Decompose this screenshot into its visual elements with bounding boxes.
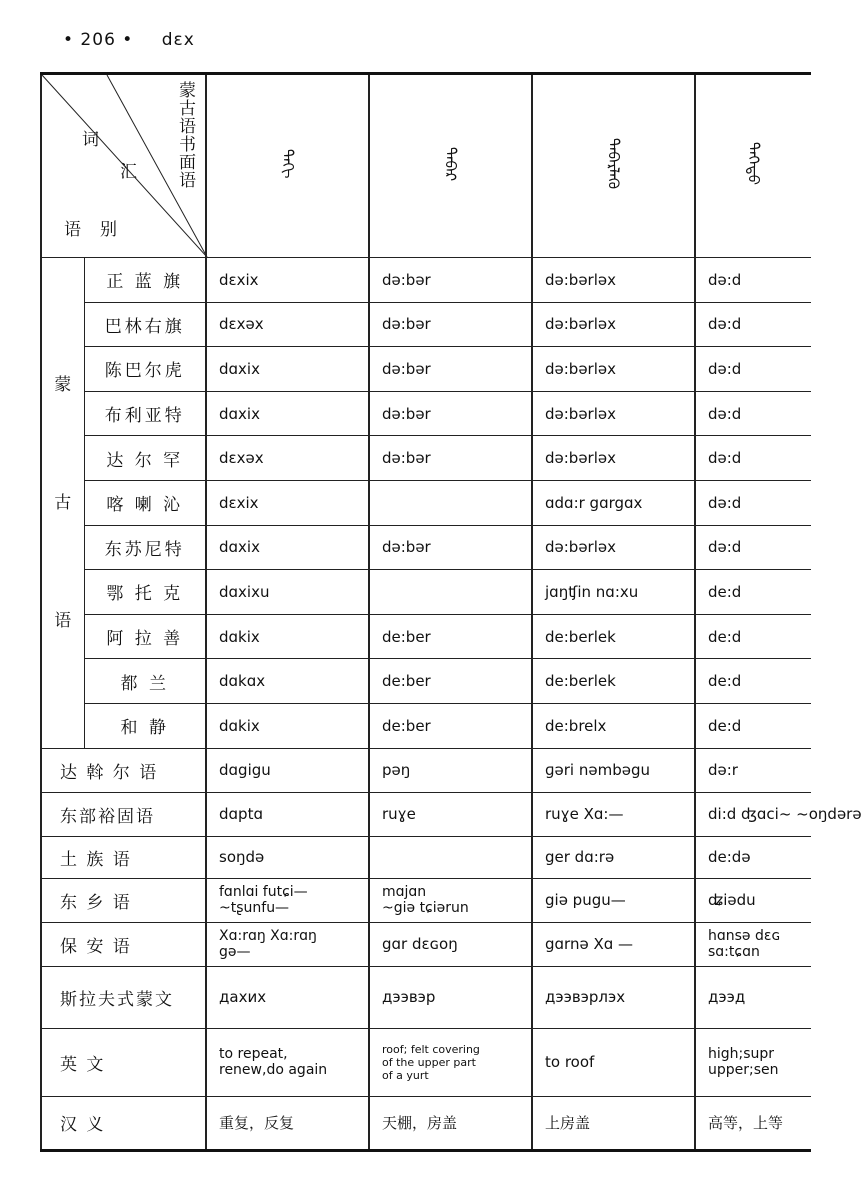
table-cell: de:berlek — [532, 659, 695, 704]
table-cell: dɑptɑ — [206, 792, 369, 836]
table-row — [41, 836, 811, 878]
dialect-label: 东苏尼特 — [84, 525, 206, 570]
table-cell: də:bər — [369, 391, 532, 436]
diag-word-2: 汇 — [120, 162, 137, 182]
diag-lang-1: 语 — [64, 220, 81, 240]
language-label: 东 乡 语 — [41, 878, 206, 922]
table-cell: de:d — [695, 614, 811, 659]
table-cell: də:d — [695, 347, 811, 392]
language-label: 土 族 语 — [41, 836, 206, 878]
table-row — [41, 878, 811, 922]
table-cell: de:d — [695, 659, 811, 704]
page-header — [63, 30, 217, 50]
mongol-script-3: ᠳᠡᠪᠡᠷᠯᠡᠬᠦ — [532, 74, 695, 258]
dialect-label: 喀 喇 沁 — [84, 480, 206, 525]
table-row — [41, 436, 811, 481]
table-cell: de:də — [695, 836, 811, 878]
table-row — [41, 922, 811, 966]
table-cell: jɑŋʧin nɑ:xu — [532, 570, 695, 615]
table-cell: dɑxix — [206, 391, 369, 436]
table-row — [41, 659, 811, 704]
table-cell: ɑdɑ:r gɑrgɑx — [532, 480, 695, 525]
table-cell: ɡəri nəmbəgu — [532, 748, 695, 792]
dialect-label: 正 蓝 旗 — [84, 258, 206, 303]
language-label: 东部裕固语 — [41, 792, 206, 836]
table-cell: də:bərləx — [532, 391, 695, 436]
table-cell: mɑjɑn ~giə tɕiərun — [369, 878, 532, 922]
table-row — [41, 792, 811, 836]
table-row — [41, 1028, 811, 1096]
headword: dɛx — [161, 30, 195, 50]
diag-lang-2: 别 — [100, 220, 117, 240]
table-header-row — [41, 74, 811, 258]
table-cell: Χɑ:rɑŋ Χɑ:rɑŋ gə— — [206, 922, 369, 966]
table-row — [41, 966, 811, 1028]
table-cell: ʥiədu — [695, 878, 811, 922]
table-cell: ger dɑ:rə — [532, 836, 695, 878]
table-cell: də:d — [695, 480, 811, 525]
language-label: 达 斡 尔 语 — [41, 748, 206, 792]
table-cell: dɑkix — [206, 614, 369, 659]
table-cell: dɛxix — [206, 258, 369, 303]
group-char: 语 — [54, 610, 72, 631]
dialect-label: 达 尔 罕 — [84, 436, 206, 481]
table-cell: dɑkɑx — [206, 659, 369, 704]
mongol-script-1: ᠳᠡᠬᠢ — [206, 74, 369, 258]
table-cell: də:d — [695, 258, 811, 303]
table-cell: to repeat, renew,do again — [206, 1028, 369, 1096]
table-cell: de:ber — [369, 659, 532, 704]
table-cell: də:d — [695, 525, 811, 570]
table-cell: дээд — [695, 966, 811, 1028]
table-cell: də:bər — [369, 525, 532, 570]
table-cell: də:bər — [369, 258, 532, 303]
table-cell: de:d — [695, 570, 811, 615]
table-row — [41, 525, 811, 570]
table-row — [41, 302, 811, 347]
dialect-label: 鄂 托 克 — [84, 570, 206, 615]
table-cell: də:bər — [369, 347, 532, 392]
dialect-label: 阿 拉 善 — [84, 614, 206, 659]
table-cell: de:ber — [369, 614, 532, 659]
group-char: 蒙 — [54, 374, 72, 395]
mongol-script-4: ᠳᠡᠭᠡᠳᠦ — [695, 74, 811, 258]
language-label: 斯拉夫式蒙文 — [41, 966, 206, 1028]
table-cell: dɑkix — [206, 703, 369, 748]
table-cell: gɑrnə Χɑ — — [532, 922, 695, 966]
table-cell: 上房盖 — [532, 1096, 695, 1150]
table-cell: to roof — [532, 1028, 695, 1096]
mongol-script-2: ᠳᠡᠪᠡᠷ — [369, 74, 532, 258]
group-label-mongolian — [41, 258, 84, 749]
dialect-label: 布利亚特 — [84, 391, 206, 436]
table-cell: də:bərləx — [532, 258, 695, 303]
table-row — [41, 748, 811, 792]
table-cell: roof; felt covering of the upper part of a yurt — [369, 1028, 532, 1096]
table-cell: 重复，反复 — [206, 1096, 369, 1150]
table-cell — [369, 570, 532, 615]
vocabulary-table — [40, 72, 862, 1152]
table-cell: də:d — [695, 436, 811, 481]
table-cell: giə pugu— — [532, 878, 695, 922]
table-cell: de:berlek — [532, 614, 695, 659]
table-row — [41, 480, 811, 525]
table-cell: gɑr dɛɢoŋ — [369, 922, 532, 966]
diagonal-header-cell — [41, 74, 206, 258]
table-cell: дээвэр — [369, 966, 532, 1028]
language-label: 保 安 语 — [41, 922, 206, 966]
table-cell: də:d — [695, 391, 811, 436]
table-cell: də:bərləx — [532, 302, 695, 347]
table-row — [41, 614, 811, 659]
table-row — [41, 391, 811, 436]
table-cell: 高等，上等 — [695, 1096, 811, 1150]
table-cell: soŋdə — [206, 836, 369, 878]
language-label: 英 文 — [41, 1028, 206, 1096]
table-cell: dɑgigu — [206, 748, 369, 792]
table-cell: дээвэрлэх — [532, 966, 695, 1028]
dialect-label: 都 兰 — [84, 659, 206, 704]
table-cell: di:d ʤɑci~ ~oŋdərə — [695, 792, 811, 836]
table-cell: də:bər — [369, 302, 532, 347]
table-cell: de:brelx — [532, 703, 695, 748]
group-char: 古 — [54, 492, 72, 513]
table-cell: də:bərləx — [532, 347, 695, 392]
table-cell: də:r — [695, 748, 811, 792]
table-cell: dɑxix — [206, 347, 369, 392]
page-number: • 206 • — [63, 30, 134, 50]
table-cell: dɛxəx — [206, 436, 369, 481]
table-cell: hɑnsə dɛɢ sɑ:tɕɑn — [695, 922, 811, 966]
table-row — [41, 1096, 811, 1150]
table-cell — [369, 480, 532, 525]
dialect-label: 陈巴尔虎 — [84, 347, 206, 392]
table-cell: ruɣe Χɑ:— — [532, 792, 695, 836]
language-label: 汉 义 — [41, 1096, 206, 1150]
table-cell: high;supr upper;sen — [695, 1028, 811, 1096]
table-row — [41, 258, 811, 303]
table-cell: dɑxixu — [206, 570, 369, 615]
table-row — [41, 570, 811, 615]
table-cell: dɛxix — [206, 480, 369, 525]
table-cell: də:bərləx — [532, 525, 695, 570]
table-cell — [369, 836, 532, 878]
table-cell: də:d — [695, 302, 811, 347]
table-cell: 天棚，房盖 — [369, 1096, 532, 1150]
dialect-label: 巴林右旗 — [84, 302, 206, 347]
table-cell: də:bərləx — [532, 436, 695, 481]
table-cell: fɑnlɑi futɕi— ~tʂunfu— — [206, 878, 369, 922]
table-cell: dɛxəx — [206, 302, 369, 347]
table-cell: дахих — [206, 966, 369, 1028]
table-cell: pəŋ — [369, 748, 532, 792]
dialect-label: 和 静 — [84, 703, 206, 748]
table-row — [41, 703, 811, 748]
table-cell: də:bər — [369, 436, 532, 481]
table-cell: de:ber — [369, 703, 532, 748]
table-cell: dɑxix — [206, 525, 369, 570]
table-cell: ruɣe — [369, 792, 532, 836]
table-row — [41, 347, 811, 392]
diag-word-1: 词 — [82, 130, 99, 150]
table-cell: de:d — [695, 703, 811, 748]
diag-written-mongolian: 蒙古语书面语 — [175, 81, 195, 189]
